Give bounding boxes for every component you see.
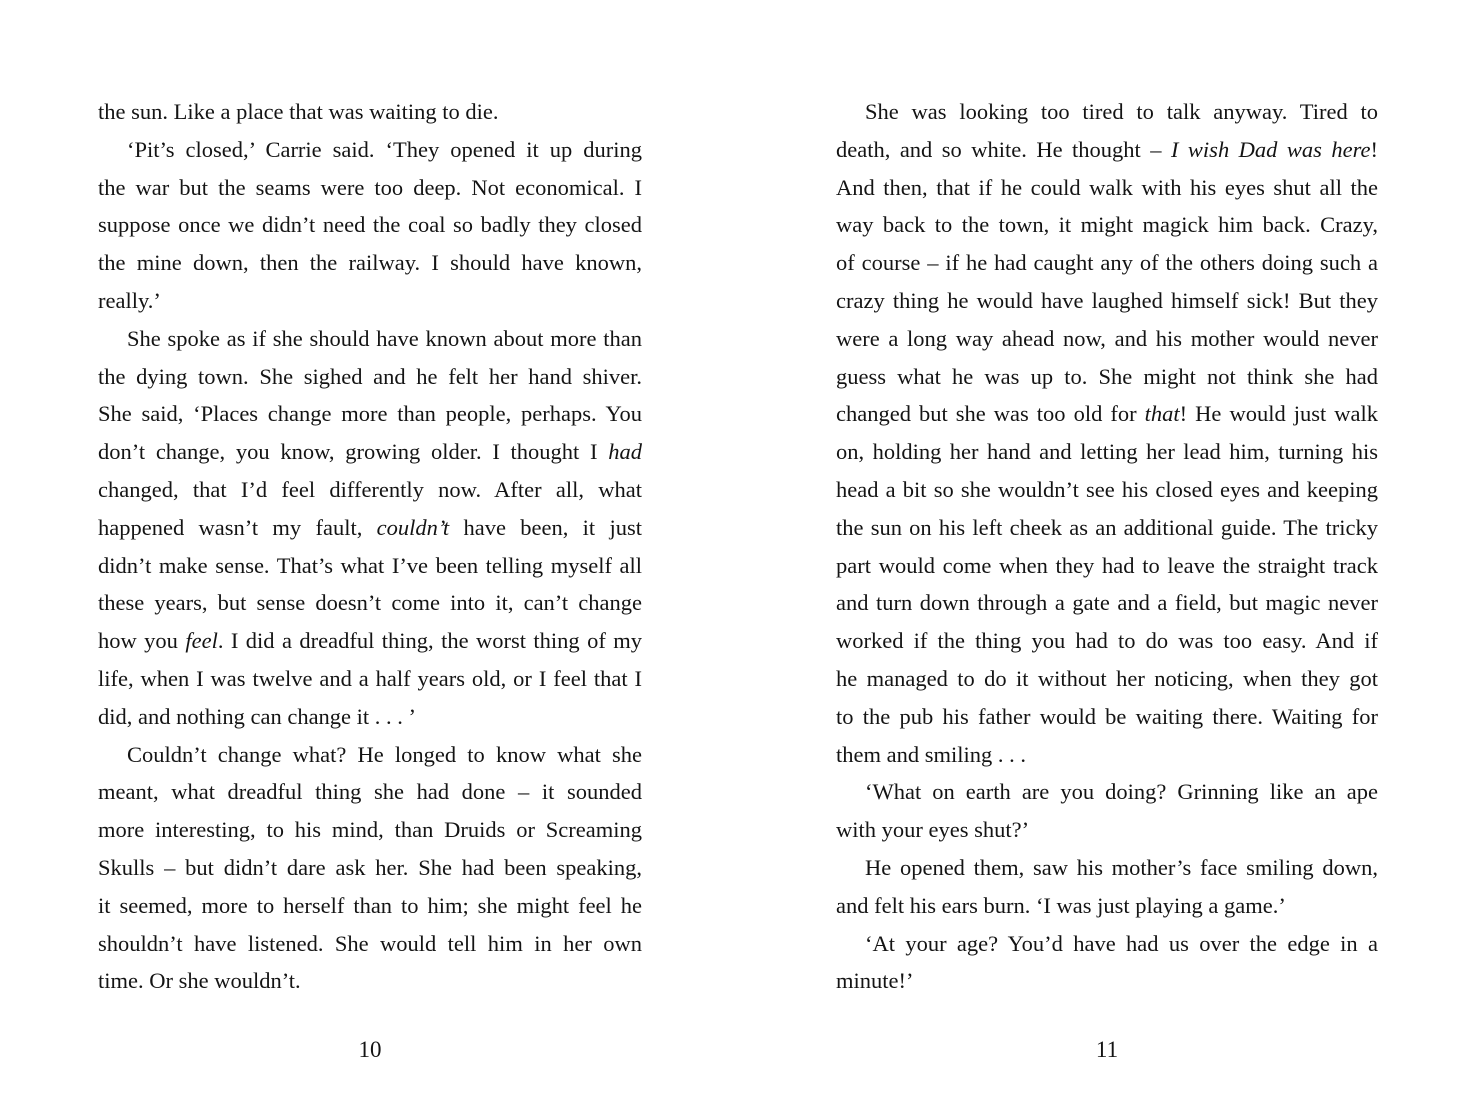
text-line (98, 471, 642, 509)
left-page-text (98, 93, 642, 1000)
text-segment: She spoke as if she should have known about more than (127, 325, 642, 351)
text-line (836, 131, 1378, 169)
text-segment: have been, it just (449, 514, 642, 540)
text-line (836, 660, 1378, 698)
text-line (98, 622, 642, 660)
text-segment: it seemed, more to herself than to him; she might feel he (98, 892, 642, 918)
text-line (836, 698, 1378, 736)
text-line (98, 395, 642, 433)
text-line (98, 433, 642, 471)
text-line (98, 925, 642, 963)
text-segment: ‘What on earth are you doing? Grinning like an ape (865, 779, 1378, 805)
text-line (98, 282, 642, 320)
text-line (836, 547, 1378, 585)
text-segment: guess what he was up to. She might not think she had (836, 363, 1378, 389)
text-line (836, 925, 1378, 963)
text-segment: life, when I was twelve and a half years old, or I feel that I (98, 665, 642, 691)
text-segment: and turn down through a gate and a field, but magic never (836, 590, 1378, 616)
text-line (836, 962, 1378, 1000)
text-line (836, 773, 1378, 811)
text-segment: ! He would just walk (1179, 401, 1378, 427)
text-line (836, 433, 1378, 471)
text-line (98, 887, 642, 925)
text-segment: She was looking too tired to talk anyway. Tired to (865, 99, 1378, 124)
text-segment: don’t change, you know, growing older. I thought I (98, 439, 609, 465)
text-line (98, 811, 642, 849)
text-segment: changed, that I’d feel differently now. After all, what (98, 476, 642, 502)
text-line (98, 358, 642, 396)
text-segment: ‘At your age? You’d have had us over the edge in a (865, 930, 1378, 956)
text-segment: were a long way ahead now, and his mother would never (836, 325, 1378, 351)
text-line (98, 584, 642, 622)
left-page-number: 10 (358, 1037, 382, 1063)
text-segment: crazy thing he would have laughed himself sick! But they (836, 287, 1378, 313)
text-line (98, 169, 642, 207)
text-segment: ! (1370, 136, 1378, 162)
text-segment: didn’t make sense. That’s what I’ve been telling myself all (98, 552, 642, 578)
text-segment: the dying town. She sighed and he felt her hand shiver. (98, 363, 642, 389)
text-segment: He opened them, saw his mother’s face smiling down, (865, 854, 1378, 880)
left-page (98, 93, 642, 1064)
text-line (836, 93, 1378, 131)
text-line (836, 244, 1378, 282)
text-line (98, 131, 642, 169)
text-segment: how you (98, 628, 186, 654)
text-line (98, 509, 642, 547)
text-line (98, 244, 642, 282)
text-segment: minute!’ (836, 968, 914, 994)
text-segment: time. Or she wouldn’t. (98, 968, 301, 994)
text-line (836, 584, 1378, 622)
text-line (836, 471, 1378, 509)
italic-text-segment: I wish Dad was here (1170, 136, 1371, 162)
text-segment: these years, but sense doesn’t come into it, can’t change (98, 590, 642, 616)
text-segment: changed but she was too old for (836, 401, 1145, 427)
text-line (836, 320, 1378, 358)
text-line (836, 849, 1378, 887)
text-line (836, 736, 1378, 774)
text-segment: with your eyes shut?’ (836, 817, 1030, 843)
text-line (98, 773, 642, 811)
text-segment: shouldn’t have listened. She would tell him in her own (98, 930, 642, 956)
text-line (98, 206, 642, 244)
italic-text-segment: had (608, 439, 642, 465)
text-line (836, 509, 1378, 547)
italic-text-segment: couldn’t (376, 514, 450, 540)
text-line (836, 358, 1378, 396)
text-line (98, 849, 642, 887)
text-line (836, 282, 1378, 320)
text-segment: the war but the seams were too deep. Not economical. I (98, 174, 642, 200)
text-line (836, 887, 1378, 925)
text-segment: And then, that if he could walk with his eyes shut all the (836, 174, 1378, 200)
right-page-text (836, 93, 1378, 1000)
text-segment: worked if the thing you had to do was too easy. And if (836, 628, 1378, 654)
text-segment: to the pub his father would be waiting there. Waiting for (836, 703, 1378, 729)
text-line (98, 660, 642, 698)
text-line (836, 811, 1378, 849)
text-line (98, 547, 642, 585)
text-line (836, 395, 1378, 433)
text-line (836, 622, 1378, 660)
text-segment: more interesting, to his mind, than Druids or Screaming (98, 817, 642, 843)
text-segment: suppose once we didn’t need the coal so badly they closed (98, 212, 642, 238)
text-segment: the sun on his left cheek as an additional guide. The tricky (836, 514, 1378, 540)
text-segment: really.’ (98, 287, 161, 313)
text-line (836, 206, 1378, 244)
text-segment: them and smiling . . . (836, 741, 1026, 767)
italic-text-segment: that (1144, 401, 1180, 427)
text-segment: the sun. Like a place that was waiting to die. (98, 99, 499, 124)
text-segment: . I did a dreadful thing, the worst thing of my (217, 628, 643, 654)
text-segment: he managed to do it without her noticing, when they got (836, 665, 1378, 691)
text-line (98, 962, 642, 1000)
text-segment: meant, what dreadful thing she had done – it sounded (98, 779, 642, 805)
text-segment: and felt his ears burn. ‘I was just playing a game.’ (836, 892, 1286, 918)
text-segment: did, and nothing can change it . . . ’ (98, 703, 417, 729)
text-segment: Couldn’t change what? He longed to know what she (127, 741, 642, 767)
text-segment: head a bit so she wouldn’t see his closed eyes and keeping (836, 476, 1378, 502)
text-line (98, 698, 642, 736)
text-line (98, 320, 642, 358)
text-segment: the mine down, then the railway. I should have known, (98, 250, 642, 276)
text-line (98, 93, 642, 131)
text-line (98, 736, 642, 774)
text-segment: death, and so white. He thought – (836, 136, 1171, 162)
text-segment: She said, ‘Places change more than people, perhaps. You (98, 401, 642, 427)
text-segment: part would come when they had to leave the straight track (836, 552, 1378, 578)
text-segment: Skulls – but didn’t dare ask her. She had been speaking, (98, 854, 642, 880)
text-segment: way back to the town, it might magick him back. Crazy, (836, 212, 1378, 238)
text-segment: of course – if he had caught any of the others doing such a (836, 250, 1378, 276)
text-segment: happened wasn’t my fault, (98, 514, 377, 540)
italic-text-segment: feel (185, 628, 218, 654)
text-segment: on, holding her hand and letting her lead him, turning his (836, 439, 1378, 465)
right-page-number: 11 (1095, 1037, 1119, 1063)
right-page (836, 93, 1378, 1064)
text-segment: ‘Pit’s closed,’ Carrie said. ‘They opened it up during (127, 136, 642, 162)
text-line (836, 169, 1378, 207)
